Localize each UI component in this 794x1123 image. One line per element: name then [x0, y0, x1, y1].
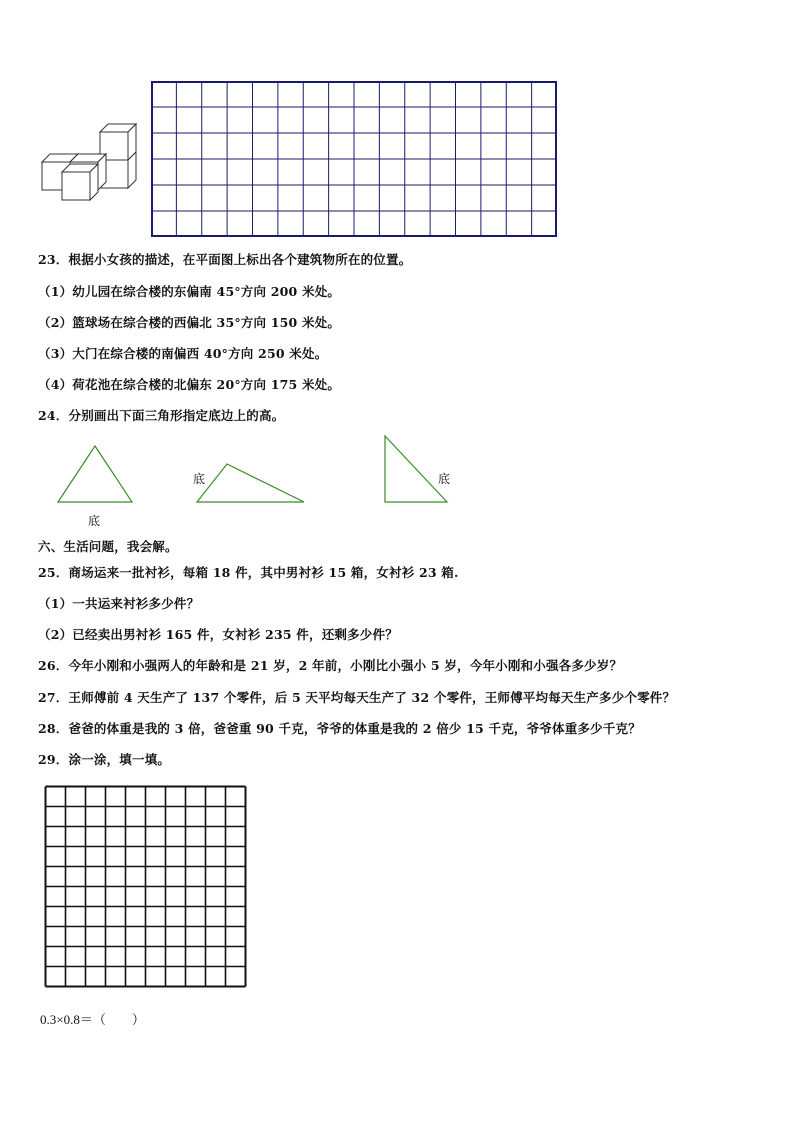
triangles-figure [40, 430, 480, 510]
blue-grid [151, 81, 557, 237]
triangle-2 [197, 464, 304, 502]
cube-figure [38, 120, 143, 205]
q23-item-2: （2）篮球场在综合楼的西偏北 35°方向 150 米处。 [38, 315, 341, 330]
q25-item-1: （1）一共运来衬衫多少件？ [38, 596, 200, 611]
triangle-3-base-label: 底 [438, 472, 451, 486]
q27-title: 27．王师傅前 4 天生产了 137 个零件，后 5 天平均每天生产了 32 个零件，王师傅平均每天生产多少个零件？ [38, 690, 676, 705]
triangle-2-base-label: 底 [193, 472, 206, 486]
q25-title: 25．商场运来一批衬衫，每箱 18 件，其中男衬衫 15 箱，女衬衫 23 箱. [38, 565, 459, 580]
q26-title: 26．今年小刚和小强两人的年龄和是 21 岁，2 年前，小刚比小强小 5 岁，今年小刚和小强各多少岁？ [38, 658, 623, 673]
triangle-1 [58, 446, 132, 502]
q25-item-2: （2）已经卖出男衬衫 165 件，女衬衫 235 件，还剩多少件？ [38, 627, 398, 642]
q28-title: 28．爸爸的体重是我的 3 倍，爸爸重 90 千克，爷爷的体重是我的 2 倍少 15 千克，爷爷体重多少千克？ [38, 721, 641, 736]
q29-title: 29．涂一涂，填一填。 [38, 752, 171, 767]
q29-formula: 0.3×0.8＝（ ） [40, 1012, 145, 1027]
q23-item-4: （4）荷花池在综合楼的北偏东 20°方向 175 米处。 [38, 377, 341, 392]
triangle-1-base-label: 底 [88, 514, 101, 528]
triangle-3 [385, 436, 447, 502]
q23-title: 23．根据小女孩的描述，在平面图上标出各个建筑物所在的位置。 [38, 252, 412, 267]
section-6-title: 六、生活问题，我会解。 [38, 539, 178, 554]
q24-title: 24．分别画出下面三角形指定底边上的高。 [38, 408, 285, 423]
q23-item-1: （1）幼儿园在综合楼的东偏南 45°方向 200 米处。 [38, 284, 341, 299]
ten-by-ten-grid [44, 785, 247, 988]
q23-item-3: （3）大门在综合楼的南偏西 40°方向 250 米处。 [38, 346, 328, 361]
